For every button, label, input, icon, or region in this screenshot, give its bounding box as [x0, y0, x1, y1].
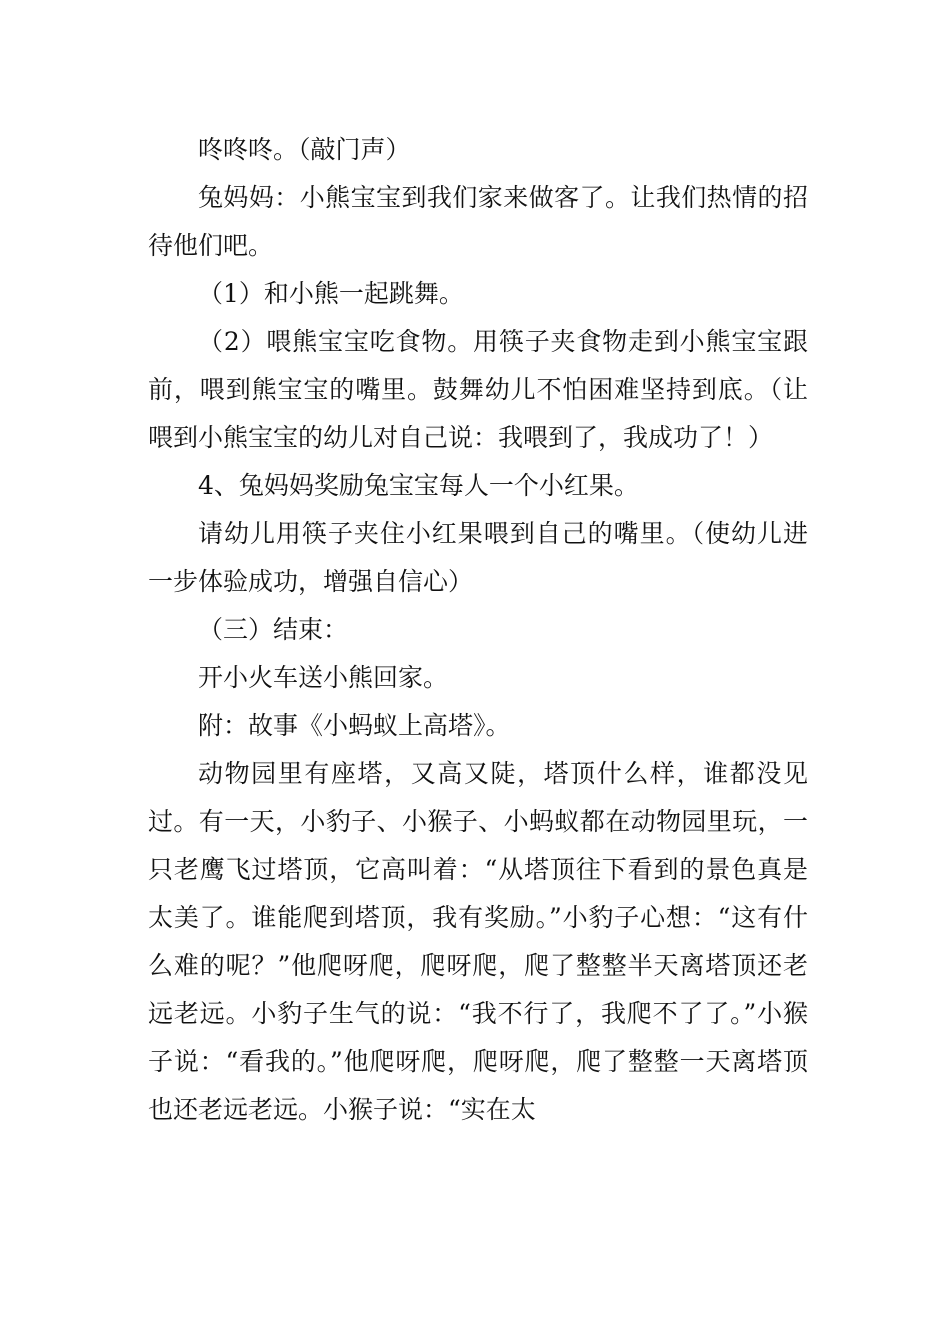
paragraph-chopsticks: 请幼儿用筷子夹住小红果喂到自己的嘴里。（使幼儿进一步体验成功，增强自信心）: [148, 519, 808, 596]
paragraph-dance: （1）和小熊一起跳舞。: [198, 279, 464, 308]
paragraph-knock: 咚咚咚。（敲门声）: [198, 135, 411, 164]
paragraph-story: 动物园里有座塔，又高又陡，塔顶什么样，谁都没见过。有一天，小豹子、小猴子、小蚂蚁都在动物园里玩，一只老鹰飞过塔顶，它高叫着：“从塔顶往下看到的景色真是太美了。谁能爬到塔顶，我有奖励。”小豹子心想：“这有什么难的呢？”他爬呀爬，爬呀爬，爬了整整半天离塔顶还老远老远。小豹子生气的说：“我不行了，我爬不了了。”小猴子说：“看我的。”他爬呀爬，爬呀爬，爬了整整一天离塔顶也还老远老远。小猴子说：“实在太: [148, 759, 808, 1124]
paragraph-train: 开小火车送小熊回家。: [198, 663, 449, 692]
paragraph-appendix-title: 附：故事《小蚂蚁上高塔》。: [198, 711, 511, 740]
paragraph-feed-bear: （2）喂熊宝宝吃食物。用筷子夹食物走到小熊宝宝跟前，喂到熊宝宝的嘴里。鼓舞幼儿不怕困难坚持到底。（让喂到小熊宝宝的幼儿对自己说：我喂到了，我成功了！）: [148, 327, 808, 452]
paragraph-rabbit-mother-greeting: 兔妈妈：小熊宝宝到我们家来做客了。让我们热情的招待他们吧。: [148, 183, 808, 260]
paragraph-reward: 4、兔妈妈奖励兔宝宝每人一个小红果。: [198, 471, 639, 500]
document-body: [148, 126, 808, 1134]
paragraph-section-end: （三）结束：: [198, 615, 349, 644]
